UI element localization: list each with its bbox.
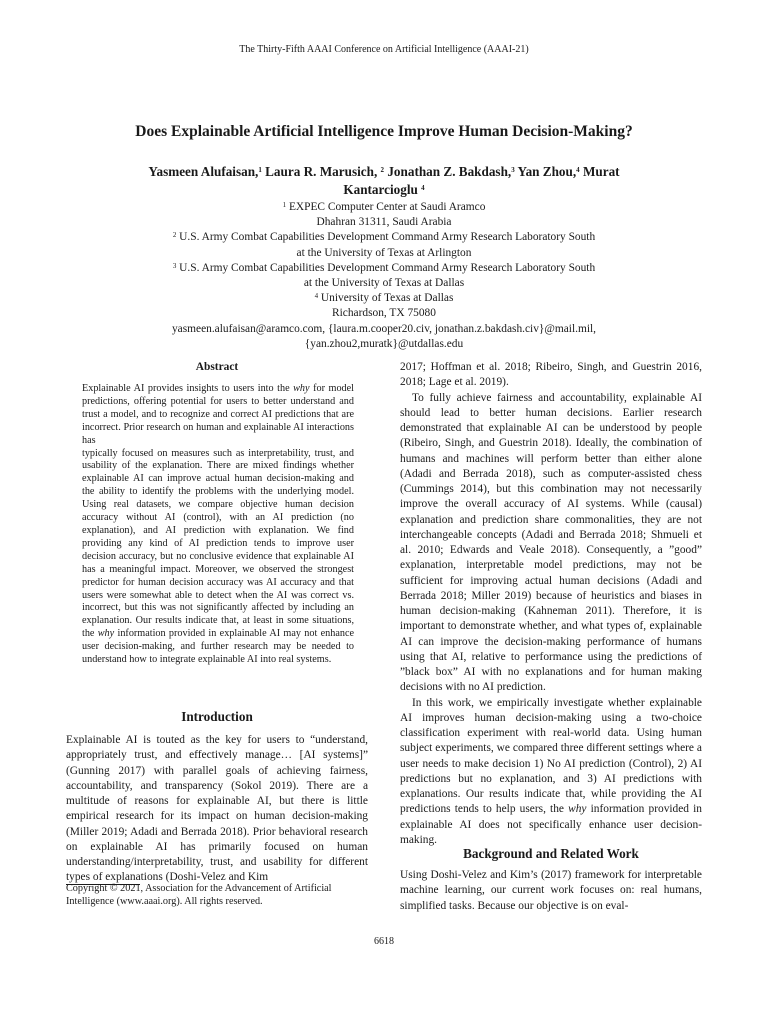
affil-marker: 3 xyxy=(172,261,177,270)
affiliation-text: University of Texas at Dallas xyxy=(318,292,454,305)
affil-marker: 4 xyxy=(421,184,425,192)
right-column-body xyxy=(400,360,702,848)
background-heading: Background and Related Work xyxy=(463,846,639,861)
affiliation-line xyxy=(100,261,668,276)
footnote-text: 2021, Association for the Advancement of Artificial Intelligence (www.aaai.org). All rights reserved. xyxy=(66,883,332,907)
affil-marker: 3 xyxy=(511,166,515,174)
affiliation-line: Dhahran 31311, Saudi Arabia xyxy=(316,216,452,229)
affil-marker: 2 xyxy=(380,166,385,174)
affiliation-line xyxy=(100,230,668,245)
affiliation-line xyxy=(100,200,668,215)
affil-marker: 4 xyxy=(576,166,580,174)
affiliation-text: U.S. Army Combat Capabilities Development Command Army Research Laboratory South xyxy=(176,261,596,274)
email-line: yasmeen.alufaisan@aramco.com, {laura.m.cooper20.civ, jonathan.z.bakdash.civ}@mail.mil, xyxy=(171,322,596,335)
author-name: Jonathan Z. Bakdash, xyxy=(384,164,512,179)
body-paragraph: Explainable AI is touted as the key for users to “understand, appropriately trust, and effectively manage… [AI systems]” (Gunning 2017) with parallel goals of achieving fairness, accountability, and transparency (Sokol 2019). There are a multitude of reasons for explainable AI, but there is little empirical research for its impact on human decision-making (Miller 2019; Adadi and Berrada 2018). Prior behavioral research on explainable AI has primarily focused on human understanding/interpretability, trust, and usability for different types of explanations (Doshi-Velez and Kim xyxy=(66,734,368,884)
body-paragraph: Using Doshi-Velez and Kim’s (2017) framework for interpretable machine learning, our current work focuses on: real humans, simplified tasks. Because our objective is on eval- xyxy=(400,869,702,912)
copyright-symbol: © xyxy=(109,883,118,894)
affiliation-line: Richardson, TX 75080 xyxy=(332,307,436,320)
body-text: In this work, we empirically investigate whether explainable AI improves human decision-making using a two-choice classification experiment with real-world data. Using human subject experiments, we compared three different settings where a user needs to make decision 1) No AI prediction (Control), 2) AI predictions but no explanation, and 3) AI predictions with explanations. Our results indicate that, while providing the AI predictions tends to help users, the xyxy=(400,696,702,816)
affil-marker: 2 xyxy=(172,231,177,240)
author-name: Murat Kantarcioglu xyxy=(343,164,620,197)
abstract-text: information provided in explainable AI may not enhance user decision-making, and further research may be needed to understand how to integrate explainable AI into real systems. xyxy=(82,628,354,666)
author-list xyxy=(110,163,658,199)
affiliation-text: EXPEC Computer Center at Saudi Aramco xyxy=(286,201,486,213)
body-paragraph xyxy=(400,696,702,849)
author-name: Yan Zhou, xyxy=(514,164,577,179)
emphasis: why xyxy=(568,803,587,816)
abstract-text: typically focused on measures such as interpretability, trust, and usability of the explanation. There are mixed findings whether explainable AI can improve actual human decision-making and the ability to identify the problems with the underlying model. Using real datasets, we compare objective human decision accuracy without AI (control), with an AI prediction (no explanation), and AI prediction with explanation. We find providing any kind of AI prediction tends to improve user decision accuracy, but no conclusive evidence that explainable AI has a meaningful impact. Moreover, we observed the strongest predictor for human decision accuracy was AI accuracy and that users were somewhat able to detect when the AI was correct vs. incorrect, but this was not significantly affected by including an explanation. Our results indicate that, at least in some situations, the xyxy=(82,447,354,640)
affiliation-line: at the University of Texas at Dallas xyxy=(303,277,465,290)
affiliation-line xyxy=(100,291,668,306)
affiliation-line: at the University of Texas at Arlington xyxy=(296,246,472,259)
introduction-heading: Introduction xyxy=(181,709,253,724)
abstract-paragraph xyxy=(82,448,354,667)
abstract-paragraph xyxy=(82,383,354,448)
body-paragraph: 2017; Hoffman et al. 2018; Ribeiro, Singh, and Guestrin 2016, 2018; Lage et al. 2019). xyxy=(400,361,702,389)
affiliations xyxy=(100,200,668,352)
footnote-text: Copyright xyxy=(66,883,110,894)
affil-marker: 1 xyxy=(258,166,262,174)
affil-marker: 4 xyxy=(314,292,319,301)
abstract-text: for model predictions, offering potential for users to better understand and trust a model, and to recognize and correct AI predictions that are incorrect. Prior research on human and explainable AI interactions has xyxy=(82,383,354,446)
emphasis: why xyxy=(293,383,310,394)
author-name: Yasmeen Alufaisan, xyxy=(148,164,259,179)
introduction-body xyxy=(66,733,368,886)
emphasis: why xyxy=(97,628,115,640)
abstract-body xyxy=(82,383,354,667)
abstract-text: Explainable AI provides insights to users into the xyxy=(82,383,294,394)
abstract-heading: Abstract xyxy=(195,361,239,373)
paper-title: Does Explainable Artificial Intelligence Improve Human Decision-Making? xyxy=(135,123,633,140)
author-name: Laura R. Marusich, xyxy=(261,164,381,179)
body-text: information provided in explainable AI does not specifically enhance user decision-making. xyxy=(400,803,702,846)
affiliation-text: U.S. Army Combat Capabilities Development Command Army Research Laboratory South xyxy=(176,231,596,244)
affil-marker: 1 xyxy=(282,201,287,209)
copyright-footnote xyxy=(66,883,368,909)
body-paragraph: To fully achieve fairness and accountability, explainable AI should lead to better human decisions. Earlier research demonstrated that explainable AI can be understood by people (Ribeiro, Singh, and Guestrin 2018). Ideally, the combination of humans and machines will perform better than either alone (Adadi and Berrada 2018), such as computer-assisted chess (Cummings 2014), but this combination may not necessarily improve the overall accuracy of AI systems. While (causal) explanation and prediction share commonalities, they are not interchangeable concepts (Adadi and Berrada 2018; Shmueli et al. 2010; Edwards and Veale 2018). Consequently, a ”good” explanation, interpretable model predictions, may not be sufficient for improving actual human decisions (Adadi and Berrada 2018; Miller 2019) because of heuristics and biases in human decision-making (Kahneman 2011). Therefore, it is important to demonstrate whether, and what types of, explainable AI can improve the decision-making performance of humans using that AI, relative to performance using the predictions of ”black box” AI with no explanations and for human making decisions with no AI prediction. xyxy=(400,391,702,694)
background-body xyxy=(400,868,702,914)
email-line: {yan.zhou2,muratk}@utdallas.edu xyxy=(304,337,464,350)
conference-header: The Thirty-Fifth AAAI Conference on Artificial Intelligence (AAAI-21) xyxy=(239,44,529,55)
page-number: 6618 xyxy=(374,936,394,947)
